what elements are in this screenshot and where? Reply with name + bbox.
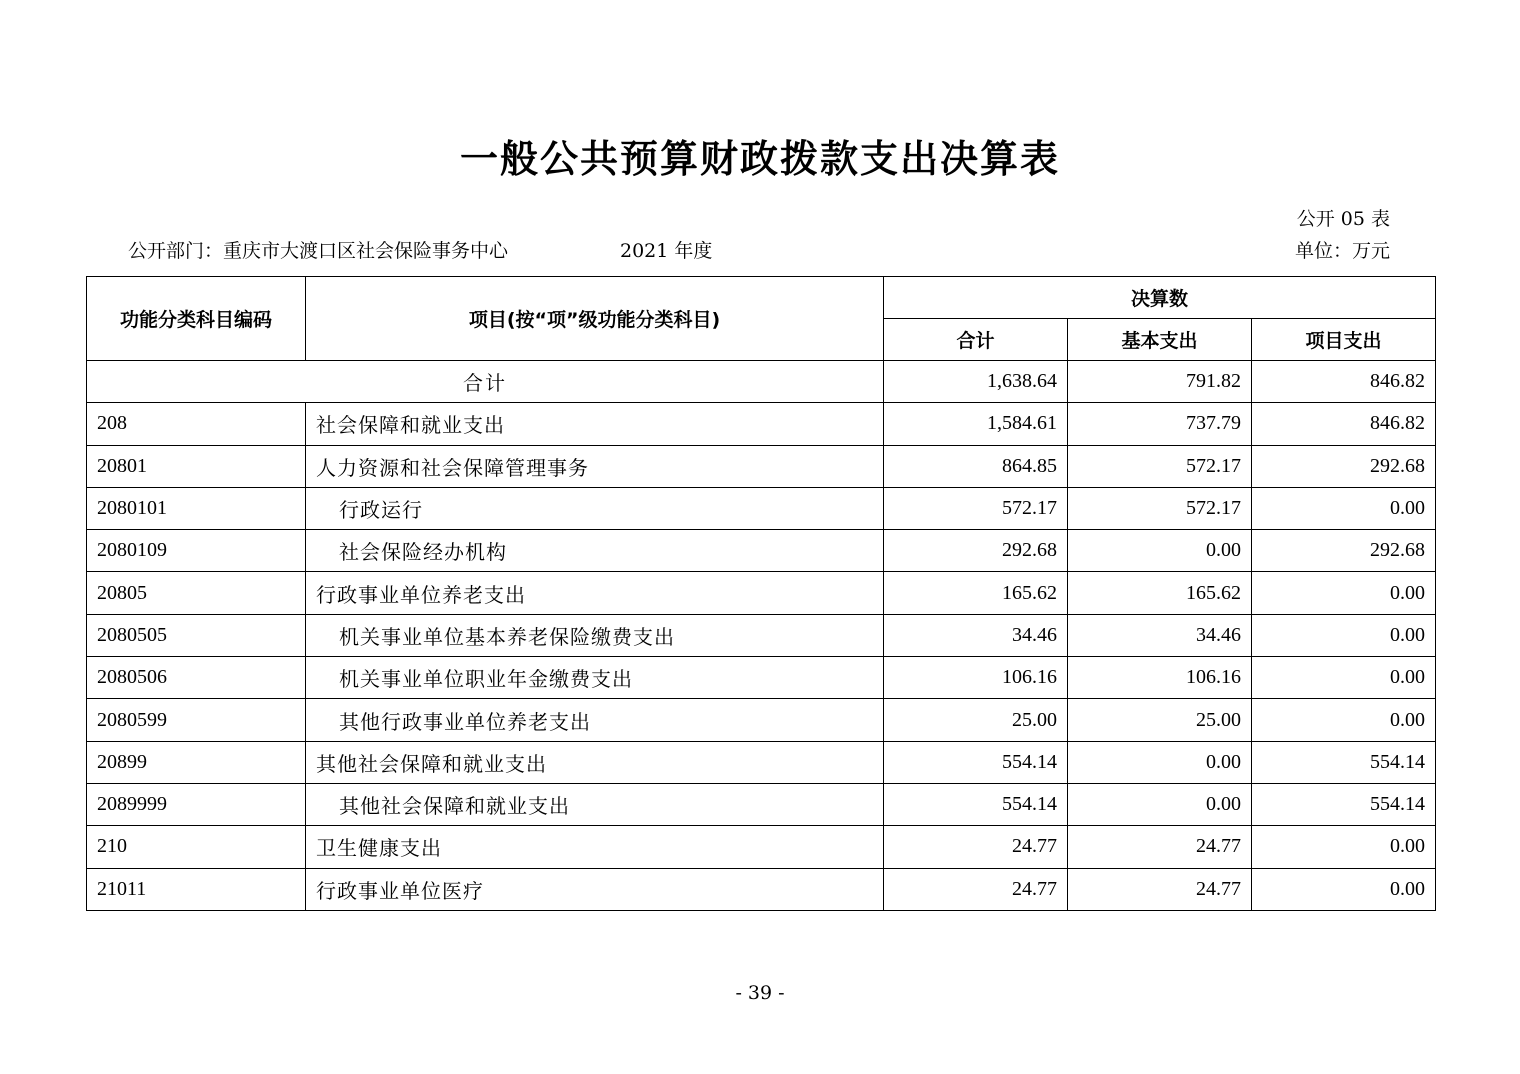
row-project: 0.00	[1252, 826, 1436, 868]
row-code: 21011	[87, 868, 306, 910]
row-code: 2080505	[87, 614, 306, 656]
row-code: 2089999	[87, 783, 306, 825]
row-code: 20801	[87, 445, 306, 487]
row-project: 0.00	[1252, 657, 1436, 699]
header-code: 功能分类科目编码	[87, 277, 306, 361]
table-row	[87, 445, 1436, 487]
row-total: 554.14	[884, 741, 1068, 783]
row-total: 292.68	[884, 530, 1068, 572]
unit-label: 单位：万元	[1294, 240, 1390, 262]
row-name: 其他社会保障和就业支出	[306, 741, 884, 783]
row-basic: 737.79	[1068, 403, 1252, 445]
row-code: 2080109	[87, 530, 306, 572]
row-project: 0.00	[1252, 572, 1436, 614]
table-row	[87, 614, 1436, 656]
row-project: 0.00	[1252, 614, 1436, 656]
table-row	[87, 657, 1436, 699]
row-basic: 0.00	[1068, 741, 1252, 783]
row-code: 210	[87, 826, 306, 868]
row-total: 25.00	[884, 699, 1068, 741]
row-basic: 0.00	[1068, 783, 1252, 825]
table-row	[87, 741, 1436, 783]
row-project: 0.00	[1252, 487, 1436, 529]
row-project: 846.82	[1252, 403, 1436, 445]
row-name: 行政运行	[306, 487, 884, 529]
fiscal-year: 2021 年度	[620, 240, 713, 262]
row-basic: 572.17	[1068, 445, 1252, 487]
header-final-accounts: 决算数	[884, 277, 1436, 319]
table-row	[87, 699, 1436, 741]
table-row	[87, 530, 1436, 572]
row-project: 292.68	[1252, 445, 1436, 487]
row-total: 165.62	[884, 572, 1068, 614]
row-basic: 24.77	[1068, 868, 1252, 910]
row-project: 554.14	[1252, 741, 1436, 783]
form-number: 公开 05 表	[1296, 208, 1390, 230]
table-row	[87, 403, 1436, 445]
row-name: 行政事业单位养老支出	[306, 572, 884, 614]
row-code: 2080506	[87, 657, 306, 699]
table-row	[87, 783, 1436, 825]
row-code: 2080101	[87, 487, 306, 529]
row-project: 554.14	[1252, 783, 1436, 825]
row-name: 机关事业单位职业年金缴费支出	[306, 657, 884, 699]
row-code: 20805	[87, 572, 306, 614]
row-name: 其他行政事业单位养老支出	[306, 699, 884, 741]
row-total: 106.16	[884, 657, 1068, 699]
row-total: 554.14	[884, 783, 1068, 825]
total-project: 846.82	[1252, 361, 1436, 403]
table-row	[87, 868, 1436, 910]
department-label: 公开部门：重庆市大渡口区社会保险事务中心	[128, 240, 509, 262]
expenditure-table	[86, 276, 1436, 911]
header-project: 项目支出	[1252, 319, 1436, 361]
page-title: 一般公共预算财政拨款支出决算表	[459, 137, 1060, 181]
row-project: 292.68	[1252, 530, 1436, 572]
row-basic: 165.62	[1068, 572, 1252, 614]
row-basic: 24.77	[1068, 826, 1252, 868]
total-basic: 791.82	[1068, 361, 1252, 403]
row-code: 2080599	[87, 699, 306, 741]
row-project: 0.00	[1252, 868, 1436, 910]
row-name: 社会保障和就业支出	[306, 403, 884, 445]
header-total: 合计	[884, 319, 1068, 361]
table-row	[87, 487, 1436, 529]
header-basic: 基本支出	[1068, 319, 1252, 361]
row-code: 208	[87, 403, 306, 445]
row-basic: 106.16	[1068, 657, 1252, 699]
total-amount: 1,638.64	[884, 361, 1068, 403]
total-row	[87, 361, 1436, 403]
row-total: 1,584.61	[884, 403, 1068, 445]
table-row	[87, 572, 1436, 614]
page-number: - 39 -	[735, 982, 785, 1004]
row-name: 其他社会保障和就业支出	[306, 783, 884, 825]
row-name: 卫生健康支出	[306, 826, 884, 868]
row-project: 0.00	[1252, 699, 1436, 741]
row-total: 572.17	[884, 487, 1068, 529]
row-basic: 25.00	[1068, 699, 1252, 741]
row-name: 机关事业单位基本养老保险缴费支出	[306, 614, 884, 656]
row-name: 人力资源和社会保障管理事务	[306, 445, 884, 487]
table-row	[87, 826, 1436, 868]
row-basic: 34.46	[1068, 614, 1252, 656]
row-name: 社会保险经办机构	[306, 530, 884, 572]
row-total: 24.77	[884, 826, 1068, 868]
row-total: 864.85	[884, 445, 1068, 487]
header-item: 项目(按“项”级功能分类科目)	[306, 277, 884, 361]
total-label: 合计	[87, 361, 884, 403]
row-name: 行政事业单位医疗	[306, 868, 884, 910]
row-code: 20899	[87, 741, 306, 783]
row-total: 24.77	[884, 868, 1068, 910]
row-basic: 0.00	[1068, 530, 1252, 572]
row-total: 34.46	[884, 614, 1068, 656]
row-basic: 572.17	[1068, 487, 1252, 529]
